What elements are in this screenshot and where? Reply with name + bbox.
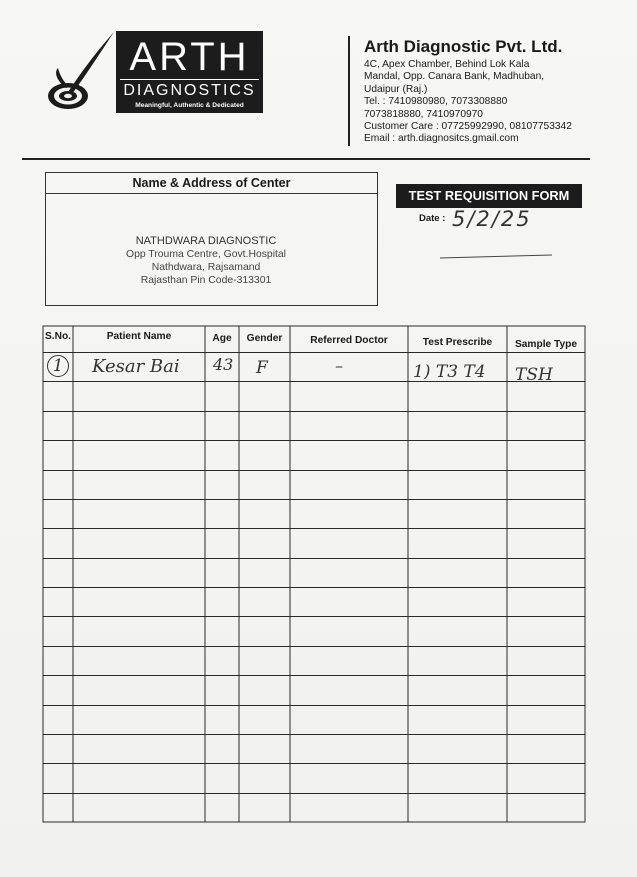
center-address-line: Opp Trouma Centre, Govt.Hospital (126, 249, 286, 260)
table-border (43, 326, 585, 822)
row-sno: 1 (47, 355, 69, 377)
row-test-prescribe: 1) T3 T4 (413, 362, 486, 382)
address-line: Mandal, Opp. Canara Bank, Madhuban, (364, 71, 545, 83)
center-box-title: Name & Address of Center (46, 173, 377, 194)
form-title: TEST REQUISITION FORM (396, 184, 582, 208)
center-address-line: Nathdwara, Rajsamand (151, 262, 261, 273)
row-age: 43 (213, 355, 234, 374)
logo-subtitle: DIAGNOSTICS (120, 79, 259, 100)
header-age: Age (212, 333, 232, 344)
logo-name: ARTH (129, 35, 250, 79)
row-patient-name: Kesar Bai (92, 356, 180, 377)
row-sample-type: TSH (515, 365, 553, 385)
center-address-line: Rajasthan Pin Code-313301 (140, 275, 272, 286)
center-name: NATHDWARA DIAGNOSTIC (135, 235, 277, 247)
row-referred-doctor: – (335, 356, 343, 375)
telephone-line: Tel. : 7410980980, 7073308880 (364, 96, 508, 108)
email-line: Email : arth.diagnositcs.gmail.com (364, 133, 519, 145)
logo-tagline: Meaningful, Authentic & Dedicated (135, 102, 244, 109)
header-patient-name: Patient Name (106, 331, 172, 342)
row-gender: F (256, 358, 268, 378)
header-test-prescribe: Test Prescribe (422, 337, 493, 348)
address-line: Udaipur (Raj.) (364, 83, 428, 95)
telephone-line: 7073818880, 7410970970 (364, 108, 483, 120)
header-referred-doctor: Referred Doctor (310, 335, 388, 346)
date-label: Date : (419, 213, 446, 224)
customer-care-line: Customer Care : 07725992990, 08107753342 (364, 121, 572, 133)
header-sno: S.No. (44, 331, 72, 342)
header-sample-type: Sample Type (514, 339, 578, 350)
date-value[interactable]: 5/2/25 (452, 207, 532, 231)
header-gender: Gender (246, 333, 283, 344)
address-line: 4C, Apex Chamber, Behind Lok Kala (364, 59, 530, 70)
company-name: Arth Diagnostic Pvt. Ltd. (364, 37, 563, 56)
